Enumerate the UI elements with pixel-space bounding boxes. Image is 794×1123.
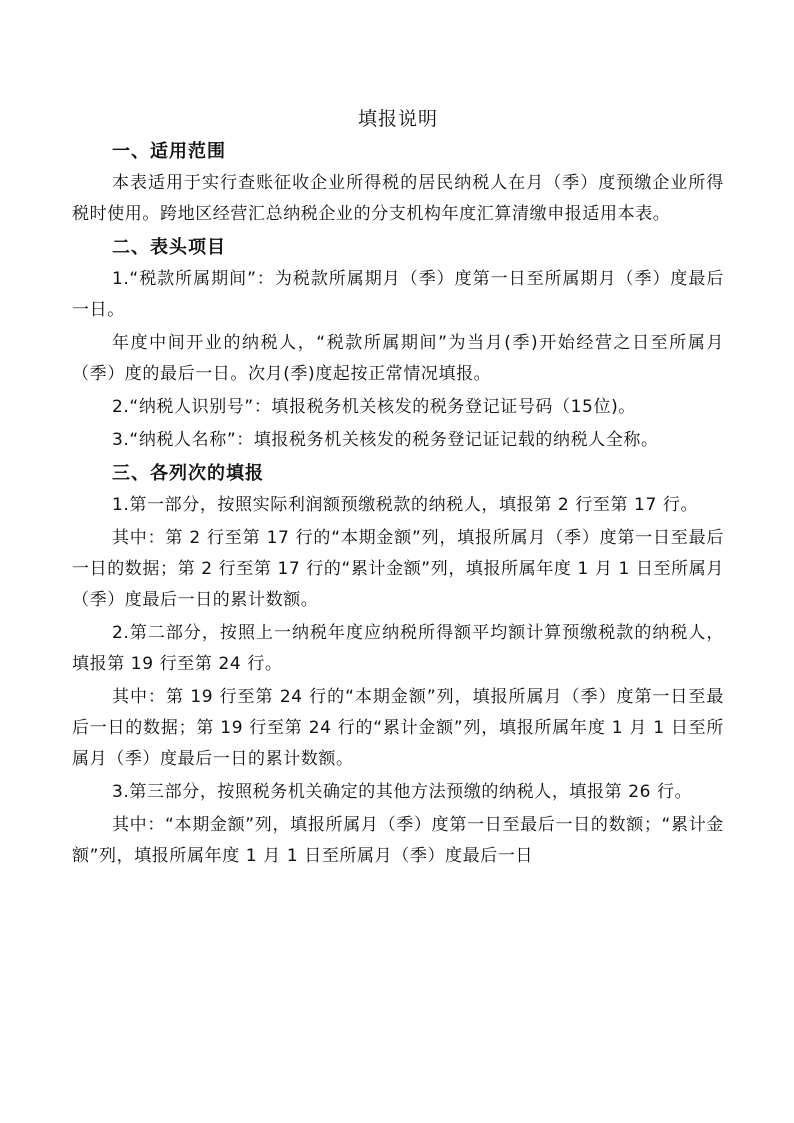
paragraph: 3.第三部分，按照税务机关确定的其他方法预缴的纳税人，填报第 26 行。 (112, 782, 693, 802)
paragraph: 3.“纳税人名称”：填报税务机关核发的税务登记证记载的纳税人全称。 (112, 430, 659, 450)
section-heading-columns: 三、各列次的填报 (112, 463, 264, 484)
document-body (72, 104, 724, 874)
paragraph: 其中：第 2 行至第 17 行的“本期金额”列，填报所属月（季）度第一日至最后一日的数据；第 2 行至第 17 行的“累计金额”列，填报所属年度 1 月 1 日至所属月（季）度最后一日的累计数额。 (72, 528, 724, 610)
paragraph: 1.第一部分，按照实际利润额预缴税款的纳税人，填报第 2 行至第 17 行。 (112, 495, 699, 515)
paragraph: 本表适用于实行查账征收企业所得税的居民纳税人在月（季）度预缴企业所得税时使用。跨地区经营汇总纳税企业的分支机构年度汇算清缴申报适用本表。 (72, 173, 724, 224)
paragraph: 2.第二部分，按照上一纳税年度应纳税所得额平均额计算预缴税款的纳税人，填报第 19 行至第 24 行。 (72, 623, 724, 674)
section-heading-scope: 一、适用范围 (112, 141, 226, 162)
paragraph: 年度中间开业的纳税人，“税款所属期间”为当月(季)开始经营之日至所属月（季）度的最后一日。次月(季)度起按正常情况填报。 (72, 333, 724, 384)
paragraph: 2.“纳税人识别号”：填报税务机关核发的税务登记证号码（15位)。 (112, 397, 636, 417)
paragraph: 1.“税款所属期间”：为税款所属期月（季）度第一日至所属期月（季）度最后一日。 (72, 269, 724, 320)
page-title: 填报说明 (357, 108, 438, 130)
section-heading-header-items: 二、表头项目 (112, 237, 226, 258)
paragraph: 其中：第 19 行至第 24 行的“本期金额”列，填报所属月（季）度第一日至最后一日的数据；第 19 行至第 24 行的“累计金额”列，填报所属年度 1 月 1 日至所属月（季）度最后一日的累计数额。 (72, 687, 724, 769)
paragraph: 其中：“本期金额”列，填报所属月（季）度第一日至最后一日的数额；“累计金额”列，填报所属年度 1 月 1 日至所属月（季）度最后一日 (72, 815, 724, 866)
